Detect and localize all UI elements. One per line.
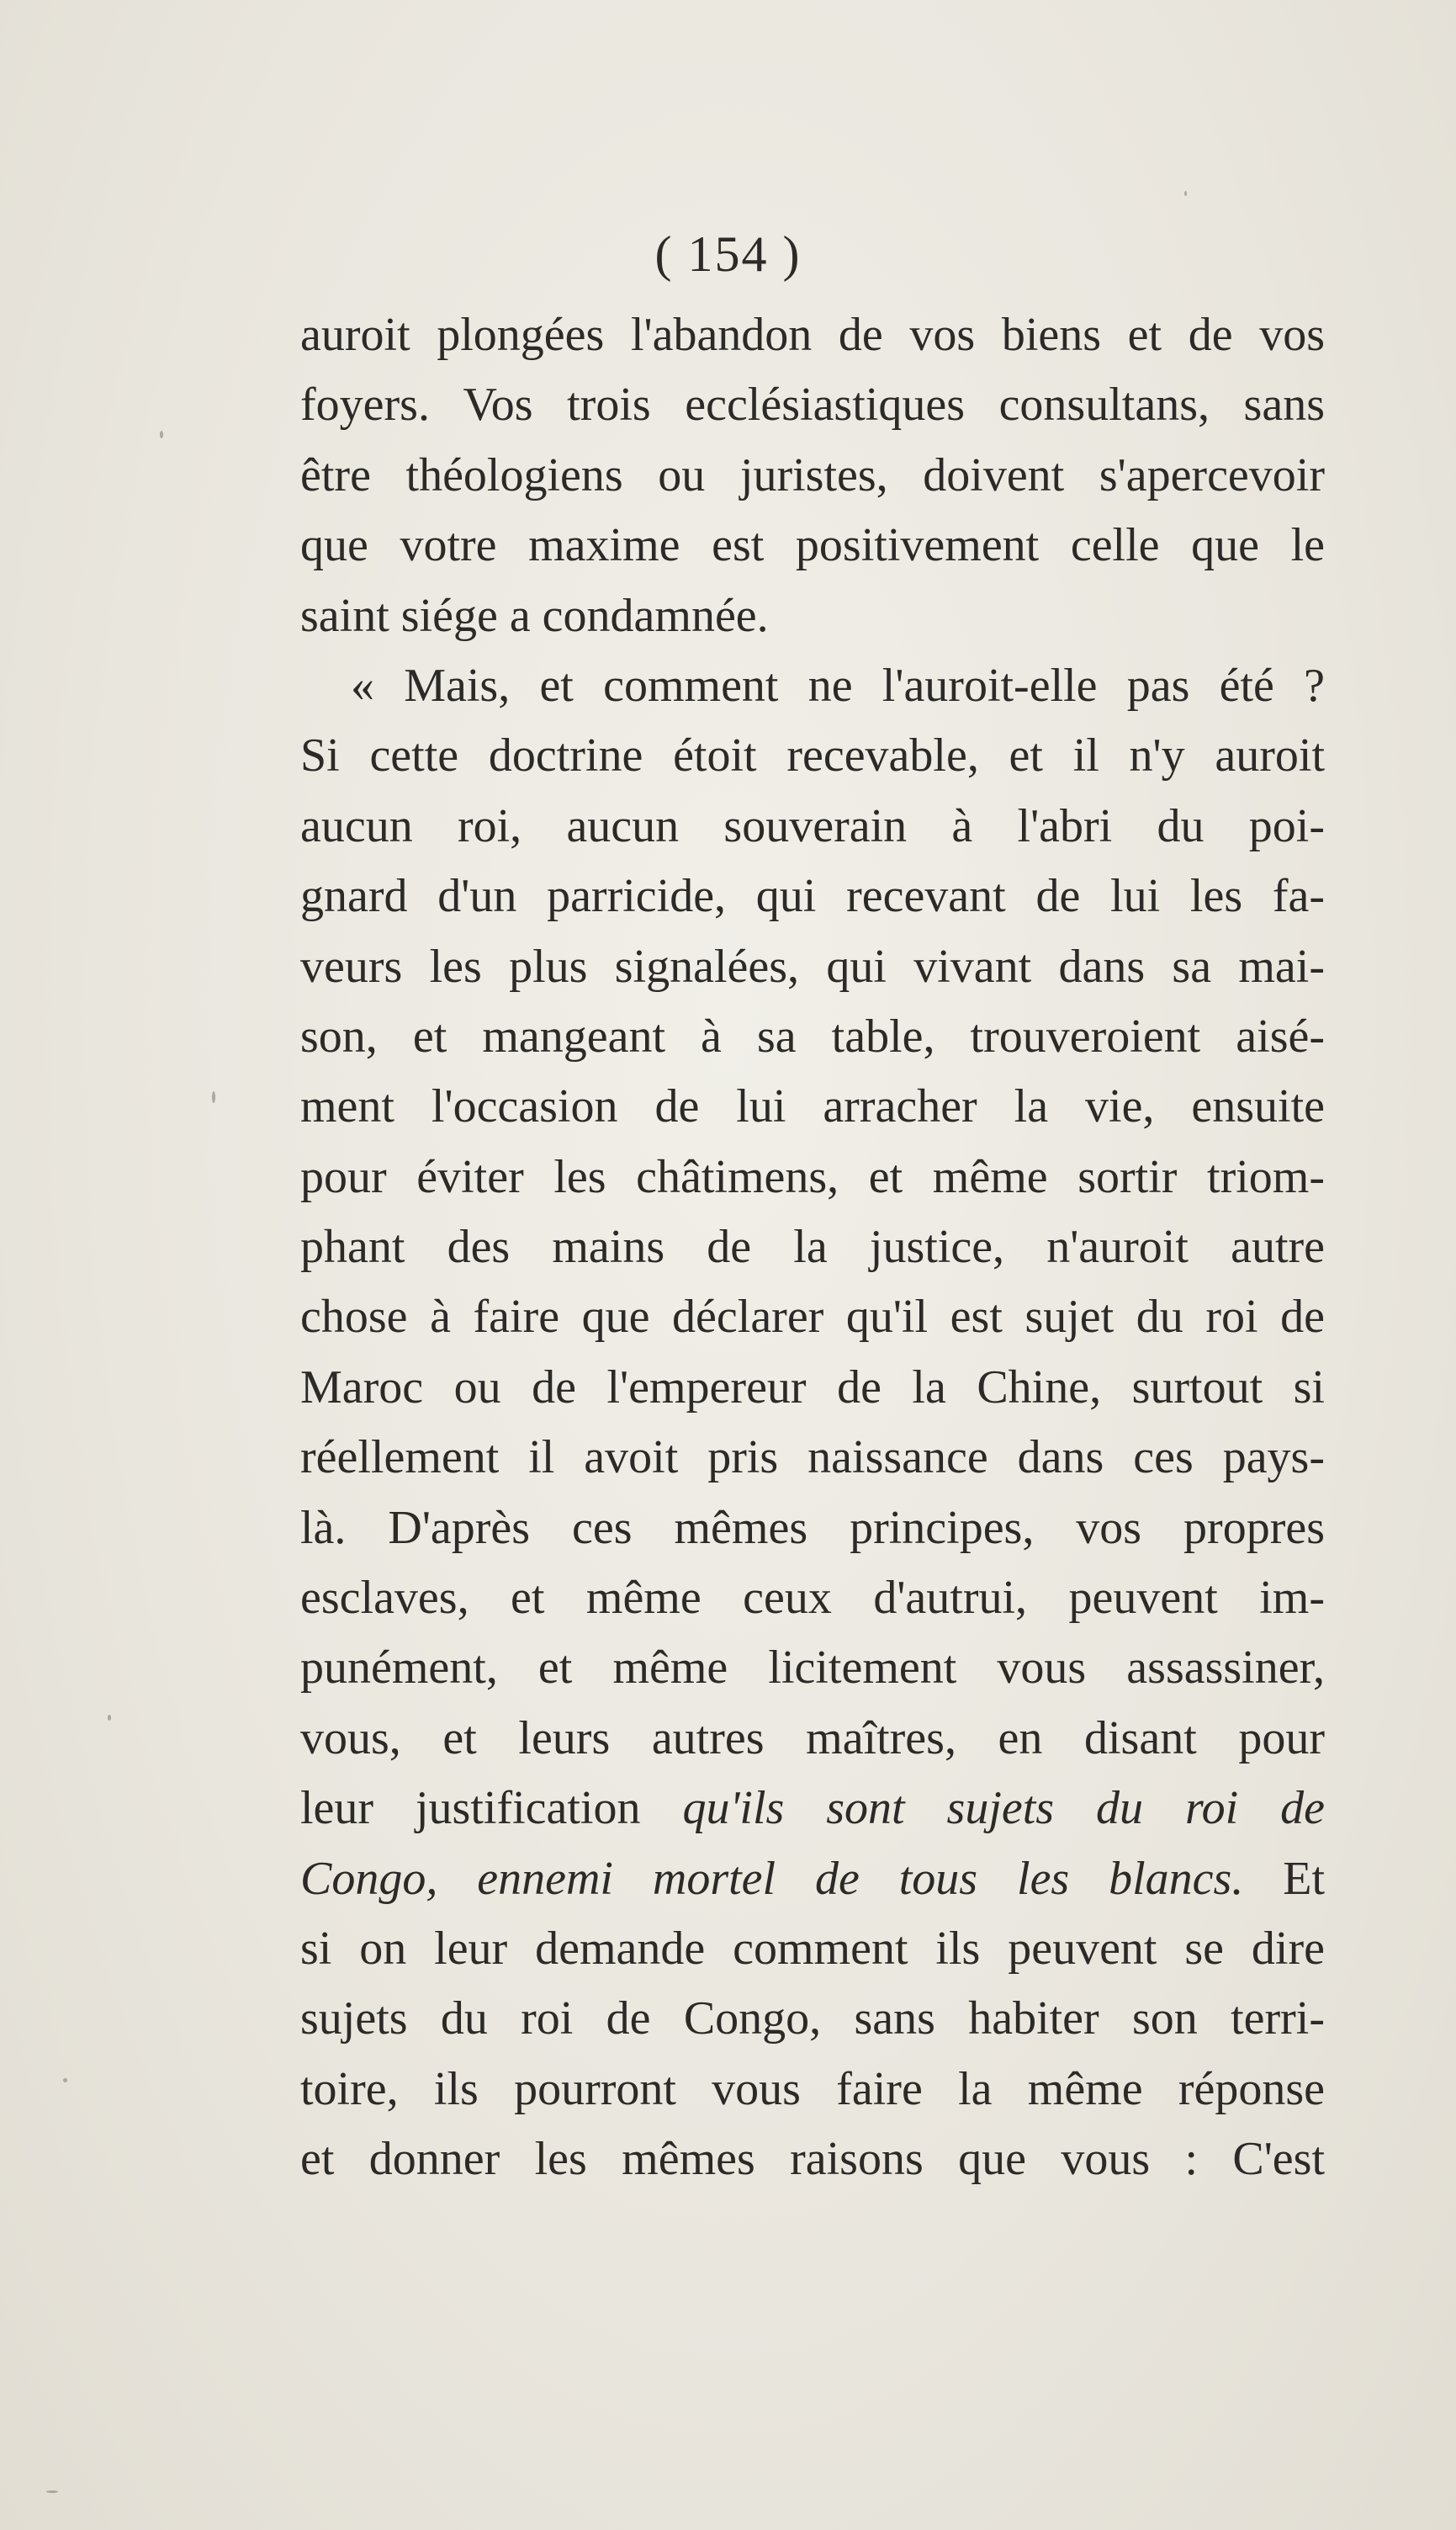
- text-line: saint siége a condamnée.: [300, 589, 769, 642]
- text-line: toire, ils pourront vous faire la même réponse: [300, 2062, 1325, 2115]
- text-line: chose à faire que déclarer qu'il est sujet du roi de: [300, 1291, 1325, 1344]
- text-line: Maroc ou de l'empereur de la Chine, surtout si: [300, 1360, 1325, 1414]
- text-line: veurs les plus signalées, qui vivant dans sa mai-: [300, 940, 1325, 993]
- text-line: et donner les mêmes raisons que vous : C'est: [300, 2133, 1325, 2186]
- text-line: phant des mains de la justice, n'auroit autre: [300, 1221, 1325, 1274]
- text-line-mixed: [300, 1774, 1325, 1843]
- roman-text: Et: [1243, 1852, 1325, 1905]
- text-line: punément, et même licitement vous assassiner,: [300, 1642, 1325, 1695]
- text-line: esclaves, et même ceux d'autrui, peuvent im-: [300, 1572, 1325, 1625]
- roman-text: leur justification: [300, 1782, 641, 1835]
- text-line: sujets du roi de Congo, sans habiter son terri-: [300, 1992, 1325, 2045]
- text-line: pour éviter les châtimens, et même sortir triom-: [300, 1150, 1325, 1203]
- body-text: [300, 300, 1325, 2195]
- text-line: que votre maxime est positivement celle que le: [300, 519, 1325, 572]
- text-line: Si cette doctrine étoit recevable, et il n'y auroit: [300, 729, 1325, 782]
- text-line: son, et mangeant à sa table, trouveroient aisé-: [300, 1010, 1325, 1063]
- text-line: si on leur demande comment ils peuvent se dire: [300, 1922, 1325, 1975]
- text-line: gnard d'un parricide, qui recevant de lui les fa-: [300, 870, 1325, 923]
- italic-text: qu'ils sont sujets du roi de: [682, 1782, 1325, 1835]
- text-line: vous, et leurs autres maîtres, en disant pour: [300, 1711, 1325, 1764]
- paragraph-start-line: « Mais, et comment ne l'auroit-elle pas été ?: [351, 659, 1325, 712]
- text-line-mixed: [300, 1844, 1325, 1914]
- text-line: réellement il avoit pris naissance dans ces pays-: [300, 1431, 1325, 1484]
- page-number: ( 154 ): [654, 226, 802, 282]
- text-line: là. D'après ces mêmes principes, vos propres: [300, 1501, 1325, 1554]
- text-line: foyers. Vos trois ecclésiastiques consultans, sans: [300, 379, 1325, 432]
- text-line: être théologiens ou juristes, doivent s'apercevoir: [300, 448, 1325, 501]
- text-line: ment l'occasion de lui arracher la vie, ensuite: [300, 1080, 1325, 1133]
- italic-text: Congo, ennemi mortel de tous les blancs.: [300, 1852, 1244, 1905]
- text-line: auroit plongées l'abandon de vos biens et de vos: [300, 309, 1325, 361]
- text-line: aucun roi, aucun souverain à l'abri du poi-: [300, 799, 1325, 852]
